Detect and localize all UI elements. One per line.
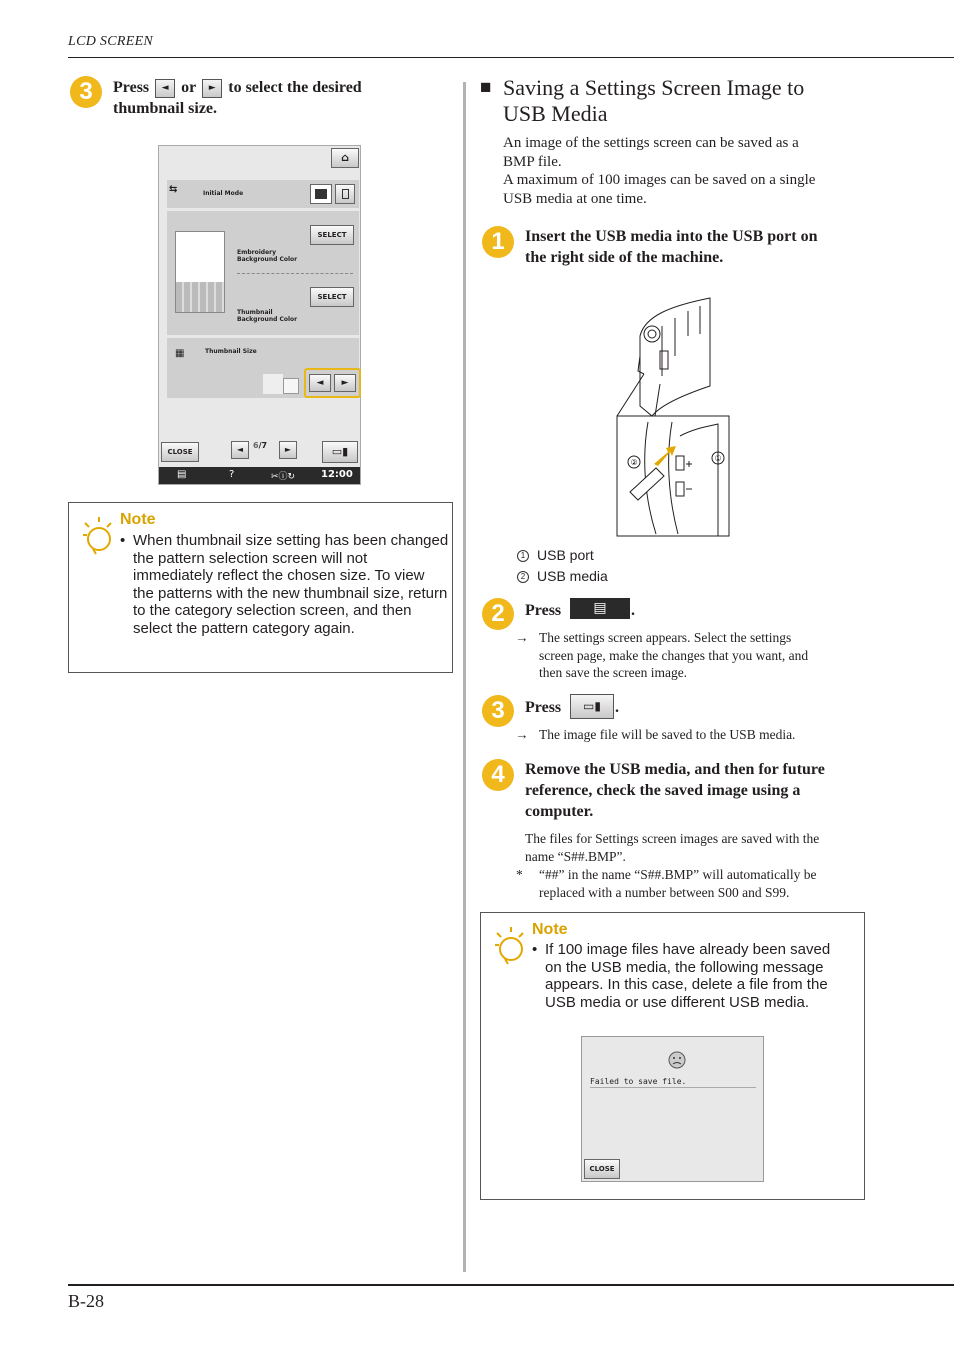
svg-text:②: ②	[630, 458, 638, 467]
step-1-badge: 1	[482, 226, 514, 258]
heading-mark: ■	[480, 77, 492, 98]
embroidery-bg-label: Embroidery Background Color	[237, 249, 298, 263]
or-word: or	[181, 79, 197, 96]
thumbnail-size-label: Thumbnail Size	[205, 348, 257, 355]
step-2-press: Press	[525, 602, 562, 619]
machine-icon[interactable]: ✂ⓘ↻	[271, 472, 296, 482]
column-divider	[463, 82, 466, 1272]
step-3-badge: 3	[70, 76, 102, 108]
legend-usb-port: 1 USB port	[517, 547, 594, 563]
note-bullet: •	[532, 941, 538, 958]
highlight-frame	[304, 368, 361, 398]
page-next-button[interactable]: ►	[279, 441, 297, 459]
step-3-right-period: .	[615, 699, 619, 716]
thumbnail-select-button[interactable]: SELECT	[310, 287, 354, 307]
initial-mode-option-1[interactable]	[310, 184, 332, 204]
help-icon[interactable]: ?	[229, 469, 235, 480]
lcd-close-button[interactable]: CLOSE	[161, 442, 199, 462]
note-label: Note	[120, 511, 156, 528]
background-color-panel	[167, 211, 359, 335]
save-screen-key-icon: ▭▮	[570, 694, 614, 719]
error-message: Failed to save file.	[590, 1077, 687, 1086]
preview-window	[175, 231, 225, 313]
section-heading: Saving a Settings Screen Image to USB Media	[503, 75, 805, 126]
section-title: LCD SCREEN	[68, 34, 154, 49]
step-3-line2: thumbnail size.	[113, 100, 218, 117]
note-box-thumbnail	[68, 502, 453, 673]
note-text: If 100 image files have already been saved on the USB media, the following message appears. In this case, delete a file from the USB media or use different USB media.	[545, 941, 831, 1011]
step-3-right-badge: 3	[482, 695, 514, 727]
settings-icon[interactable]: ▤	[177, 469, 187, 480]
left-arrow-button-icon: ◄	[155, 79, 175, 98]
footnote-star: *	[516, 867, 523, 882]
sad-face-icon	[668, 1051, 686, 1069]
note-bullet: •	[120, 532, 126, 549]
footnote-text: “##” in the name “S##.BMP” will automatically be replaced with a number between S00 and S99.	[539, 867, 817, 900]
step-1-text: Insert the USB media into the USB port on the right side of the machine.	[525, 228, 818, 266]
right-arrow-button-icon: ►	[202, 79, 222, 98]
initial-mode-option-2[interactable]	[335, 184, 355, 204]
lightbulb-icon	[81, 515, 115, 555]
error-dialog	[581, 1036, 764, 1182]
step-4-text: Remove the USB media, and then for future reference, check the saved image using a computer.	[525, 761, 825, 820]
usb-port-illustration	[600, 296, 735, 540]
lcd-settings-screen	[158, 145, 361, 485]
page-number: B-28	[68, 1291, 104, 1311]
note-label: Note	[532, 921, 568, 938]
step-3-right-press: Press	[525, 699, 562, 716]
step-2-period: .	[631, 602, 635, 619]
step-4-body: The files for Settings screen images are saved with the name “S##.BMP”.	[525, 831, 820, 864]
step-3-rest: to select the desired	[228, 79, 362, 96]
left-step-3-text	[113, 77, 453, 119]
thumbnail-larger-button[interactable]: ►	[334, 374, 356, 392]
legend-usb-media: 2 USB media	[517, 568, 608, 584]
page-indicator: 6/7	[253, 441, 268, 450]
page-prev-button[interactable]: ◄	[231, 441, 249, 459]
step-3-result: The image file will be saved to the USB media.	[539, 727, 796, 742]
step-2-arrow: →	[515, 630, 529, 645]
footer-rule	[68, 1284, 954, 1286]
thumbnail-size-icon: ▦	[175, 348, 185, 359]
note-text: When thumbnail size setting has been changed the pattern selection screen will not immediately reflect the chosen size. To view the patterns with the new thumbnail size, return to the category selection screen, and then select the pattern category again.	[133, 532, 449, 637]
embroidery-select-button[interactable]: SELECT	[310, 225, 354, 245]
step-2-result: The settings screen appears. Select the settings screen page, make the changes that you want, and then save the screen image.	[539, 630, 809, 680]
thumbnail-smaller-button[interactable]: ◄	[309, 374, 331, 392]
dialog-close-button[interactable]: CLOSE	[584, 1159, 620, 1179]
note-box-usb	[480, 912, 865, 1200]
initial-mode-icon: ⇆	[169, 184, 178, 195]
svg-text:①: ①	[714, 454, 722, 463]
home-icon[interactable]: ⌂	[331, 148, 359, 168]
step-4-badge: 4	[482, 759, 514, 791]
intro-text: An image of the settings screen can be saved as a BMP file. A maximum of 100 images can be saved on a single USB media at one time.	[503, 135, 816, 207]
lcd-status-bar	[159, 467, 360, 484]
step-2-badge: 2	[482, 598, 514, 630]
header-rule	[68, 57, 954, 58]
press-word: Press	[113, 79, 150, 96]
thumbnail-bg-label: Thumbnail Background Color	[237, 309, 298, 323]
clock-display: 12:00	[321, 469, 353, 480]
initial-mode-panel	[167, 180, 359, 208]
lightbulb-icon	[493, 925, 527, 965]
save-image-icon[interactable]: ▭▮	[322, 441, 358, 463]
initial-mode-label: Initial Mode	[203, 190, 244, 197]
step-3-arrow: →	[515, 727, 529, 742]
settings-key-icon: ▤	[570, 598, 630, 619]
